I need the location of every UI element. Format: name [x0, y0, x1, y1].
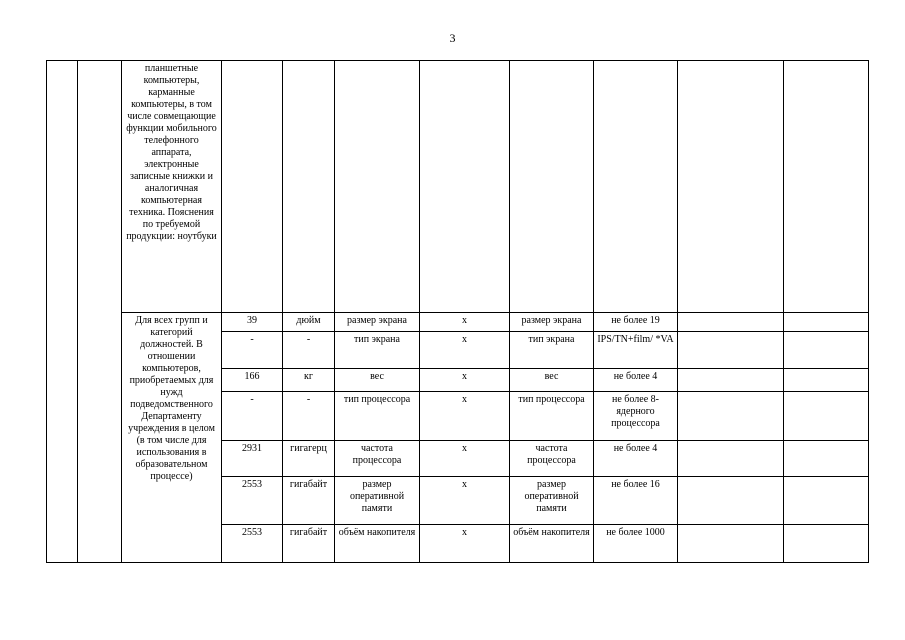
mark-cell: x	[420, 332, 510, 369]
product-description: планшетные компьютеры, карманные компьютеры, в том числе совмещающие функции мобильного телефонного аппарата, электронные записные книжки и аналогичная компьютерная техника. Пояснения по требуемой продукции: ноутбуки	[122, 61, 222, 313]
unit-cell: гигабайт	[283, 477, 335, 525]
empty-cell	[784, 61, 869, 313]
characteristic-cell: вес	[335, 369, 420, 392]
unit-cell: гигагерц	[283, 441, 335, 477]
value-cell: не более 4	[594, 369, 678, 392]
empty-cell	[47, 61, 78, 563]
unit-cell: дюйм	[283, 313, 335, 332]
characteristics-table	[46, 60, 869, 563]
table-row	[47, 61, 869, 313]
characteristic-cell: размер оперативной памяти	[510, 477, 594, 525]
value-cell: не более 4	[594, 441, 678, 477]
characteristic-cell: тип экрана	[335, 332, 420, 369]
empty-cell	[78, 61, 122, 563]
empty-cell	[784, 369, 869, 392]
unit-cell: гигабайт	[283, 525, 335, 563]
characteristic-cell: размер экрана	[335, 313, 420, 332]
empty-cell	[784, 313, 869, 332]
value-cell: IPS/TN+film/ *VA	[594, 332, 678, 369]
empty-cell	[594, 61, 678, 313]
value-cell: не более 19	[594, 313, 678, 332]
characteristic-cell: размер экрана	[510, 313, 594, 332]
empty-cell	[784, 332, 869, 369]
group-description: Для всех групп и категорий должностей. В отношении компьютеров, приобретаемых для нужд подведомственного Департаменту учреждения в целом (в том числе для использования в образовательном процессе)	[122, 313, 222, 563]
empty-cell	[420, 61, 510, 313]
value-cell: не более 16	[594, 477, 678, 525]
characteristic-cell: тип процессора	[335, 392, 420, 441]
empty-cell	[222, 61, 283, 313]
code-cell: 2553	[222, 525, 283, 563]
code-cell: 39	[222, 313, 283, 332]
empty-cell	[784, 525, 869, 563]
code-cell: 166	[222, 369, 283, 392]
empty-cell	[678, 477, 784, 525]
unit-cell: -	[283, 332, 335, 369]
mark-cell: x	[420, 313, 510, 332]
mark-cell: x	[420, 441, 510, 477]
characteristic-cell: тип экрана	[510, 332, 594, 369]
characteristic-cell: тип процессора	[510, 392, 594, 441]
empty-cell	[784, 477, 869, 525]
characteristic-cell: объём накопителя	[510, 525, 594, 563]
code-cell: -	[222, 392, 283, 441]
empty-cell	[283, 61, 335, 313]
empty-cell	[678, 332, 784, 369]
value-cell: не более 8- ядерного процессора	[594, 392, 678, 441]
characteristic-cell: вес	[510, 369, 594, 392]
empty-cell	[678, 392, 784, 441]
characteristic-cell: частота процессора	[335, 441, 420, 477]
characteristic-cell: размер оперативной памяти	[335, 477, 420, 525]
code-cell: -	[222, 332, 283, 369]
empty-cell	[784, 441, 869, 477]
table-row	[47, 313, 869, 332]
code-cell: 2931	[222, 441, 283, 477]
page-number: 3	[449, 31, 456, 45]
value-cell: не более 1000	[594, 525, 678, 563]
mark-cell: x	[420, 369, 510, 392]
mark-cell: x	[420, 392, 510, 441]
characteristic-cell: частота процессора	[510, 441, 594, 477]
characteristic-cell: объём накопителя	[335, 525, 420, 563]
unit-cell: -	[283, 392, 335, 441]
empty-cell	[678, 313, 784, 332]
unit-cell: кг	[283, 369, 335, 392]
empty-cell	[678, 61, 784, 313]
mark-cell: x	[420, 477, 510, 525]
empty-cell	[678, 525, 784, 563]
empty-cell	[784, 392, 869, 441]
code-cell: 2553	[222, 477, 283, 525]
empty-cell	[678, 369, 784, 392]
empty-cell	[678, 441, 784, 477]
empty-cell	[335, 61, 420, 313]
mark-cell: x	[420, 525, 510, 563]
empty-cell	[510, 61, 594, 313]
